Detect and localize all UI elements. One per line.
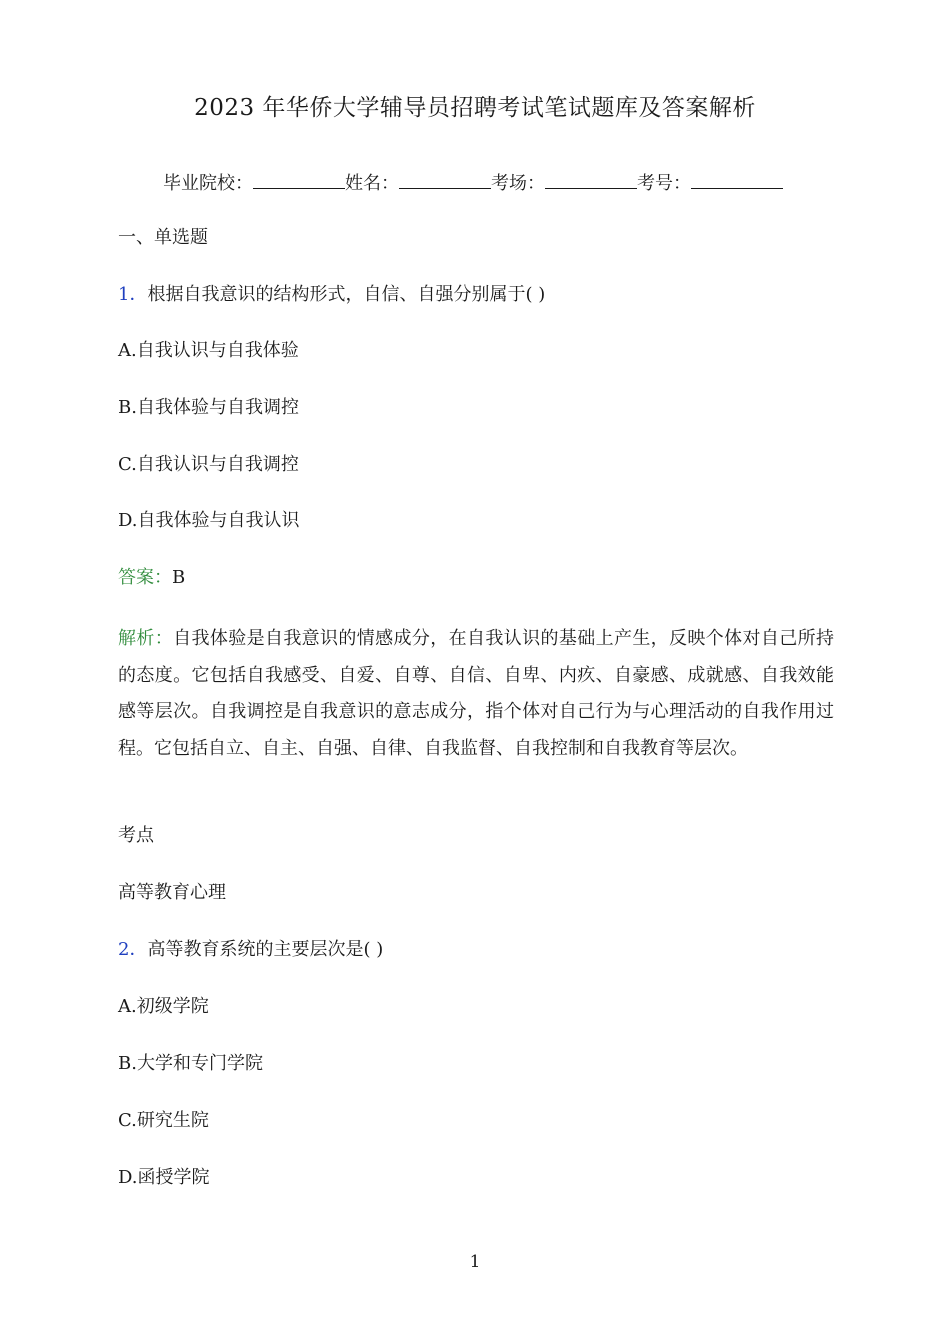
- answer-value: B: [172, 567, 186, 588]
- analysis-label: 解析：: [118, 628, 174, 649]
- option-c: C.研究生院: [118, 1110, 209, 1131]
- question-stem: 根据自我意识的结构形式，自信、自强分别属于( ): [147, 284, 546, 305]
- point-label: 考点: [118, 825, 154, 846]
- option-c: C.自我认识与自我调控: [118, 454, 299, 475]
- number-label: 考号：: [637, 173, 691, 194]
- analysis-text: 自我体验是自我意识的情感成分，在自我认识的基础上产生，反映个体对自己所持的态度。它包括自我感受、自爱、自尊、自信、自卑、内疚、自豪感、成就感、自我效能感等层次。自我调控是自我意识的意志成分，指个体对自己行为与心理活动的自我作用过程。它包括自立、自主、自强、自律、自我监督、自我控制和自我教育等层次。: [118, 628, 835, 759]
- number-blank: [691, 168, 783, 189]
- room-blank: [545, 168, 637, 189]
- answer-line: [118, 565, 185, 591]
- page-number: 1: [469, 1252, 481, 1272]
- option-d: D.自我体验与自我认识: [118, 510, 300, 531]
- option-b: B.自我体验与自我调控: [118, 397, 299, 418]
- option-a: A.自我认识与自我体验: [118, 340, 299, 361]
- option-d: D.函授学院: [118, 1167, 210, 1188]
- option-b: B.大学和专门学院: [118, 1053, 263, 1074]
- name-blank: [399, 168, 491, 189]
- room-label: 考场：: [491, 173, 545, 194]
- name-label: 姓名：: [345, 173, 399, 194]
- document-title: 2023 年华侨大学辅导员招聘考试笔试题库及答案解析: [194, 95, 756, 121]
- analysis-paragraph: [118, 621, 834, 767]
- question-stem: 高等教育系统的主要层次是( ): [147, 939, 384, 960]
- option-a: A.初级学院: [118, 996, 209, 1017]
- school-label: 毕业院校：: [163, 173, 253, 194]
- question-1: [118, 282, 545, 308]
- answer-label: 答案：: [118, 567, 172, 588]
- point-value: 高等教育心理: [118, 882, 226, 903]
- section-title: 一、单选题: [118, 227, 208, 248]
- question-2: [118, 937, 383, 963]
- candidate-info-line: [163, 168, 783, 197]
- question-number: 1．: [118, 284, 148, 305]
- school-blank: [253, 168, 345, 189]
- question-number: 2．: [118, 939, 148, 960]
